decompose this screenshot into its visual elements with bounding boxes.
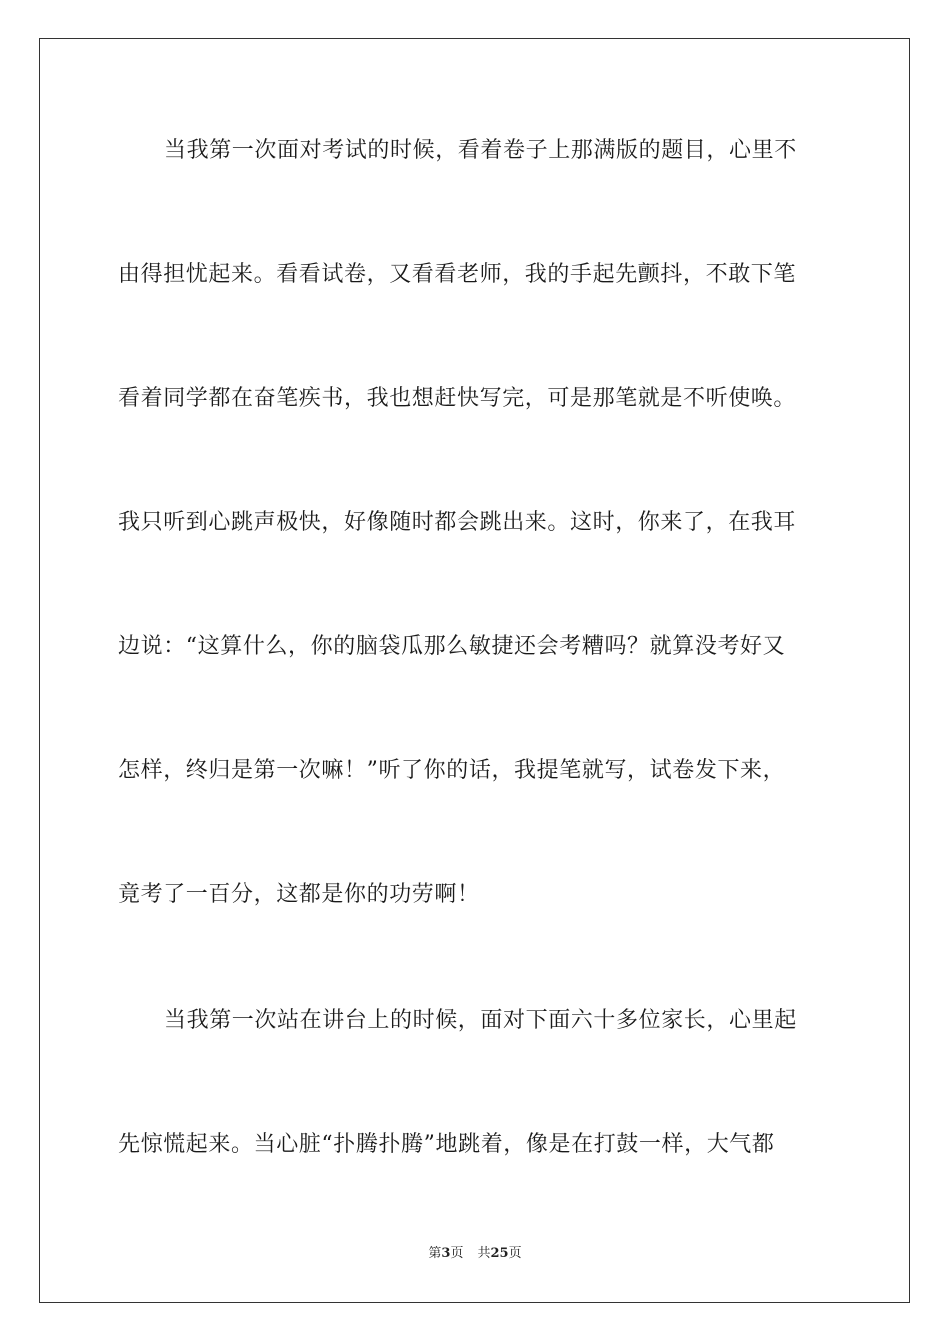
paragraph-1-line-1: 当我第一次面对考试的时候，看着卷子上那满版的题目，心里不 xyxy=(164,138,797,163)
total-pages: 25 xyxy=(490,1246,509,1261)
paragraph-1-line-7: 竟考了一百分，这都是你的功劳啊！ xyxy=(118,882,480,907)
paragraph-1-line-6: 怎样，终归是第一次嘛！”听了你的话，我提笔就写，试卷发下来， xyxy=(118,758,786,783)
page-number: 3 xyxy=(441,1246,451,1261)
paragraph-1-line-2: 由得担忧起来。看看试卷，又看看老师，我的手起先颤抖，不敢下笔 xyxy=(118,262,797,287)
page-border xyxy=(39,38,910,1303)
page-label-prefix: 第 xyxy=(428,1246,442,1261)
total-label-prefix: 共 xyxy=(477,1246,491,1261)
page-label-suffix: 页 xyxy=(450,1246,464,1261)
page-footer xyxy=(0,1245,950,1263)
paragraph-2-line-2: 先惊慌起来。当心脏“扑腾扑腾”地跳着，像是在打鼓一样，大气都 xyxy=(118,1132,775,1157)
paragraph-1-line-5: 边说：“这算什么，你的脑袋瓜那么敏捷还会考糟吗？就算没考好又 xyxy=(118,634,786,659)
paragraph-2-line-1: 当我第一次站在讲台上的时候，面对下面六十多位家长，心里起 xyxy=(164,1008,797,1033)
total-label-suffix: 页 xyxy=(508,1246,522,1261)
paragraph-1-line-3: 看着同学都在奋笔疾书，我也想赶快写完，可是那笔就是不听使唤。 xyxy=(118,386,797,411)
paragraph-1-line-4: 我只听到心跳声极快，好像随时都会跳出来。这时，你来了，在我耳 xyxy=(118,510,797,535)
